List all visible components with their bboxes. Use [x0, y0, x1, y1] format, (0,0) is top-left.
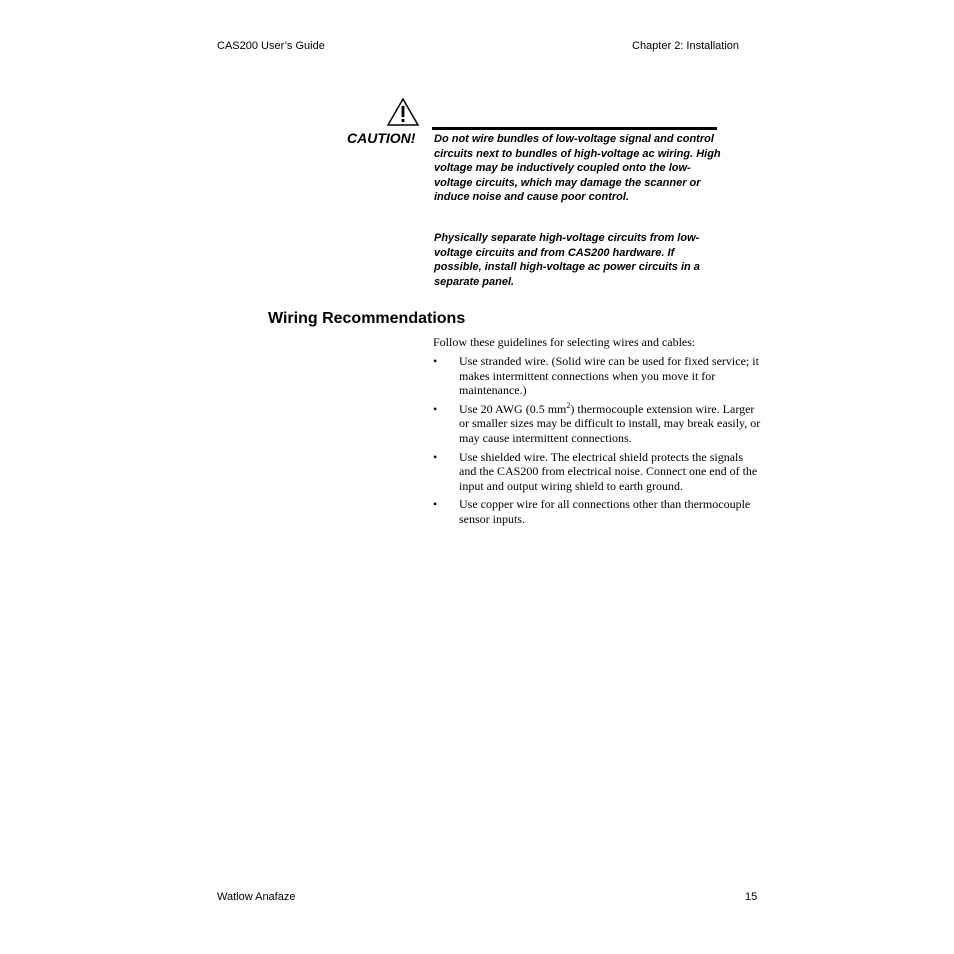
caution-paragraph-2: Physically separate high-voltage circuits from low-voltage circuits and from CAS200 hardware. If possible, install high-voltage ac power circuits in a separate panel.: [434, 232, 700, 288]
list-item-text: Use shielded wire. The electrical shield protects the signals and the CAS200 from electrical noise. Connect one end of the input and output wiring shield to earth ground.: [459, 449, 758, 493]
superscript: 2: [566, 400, 571, 410]
running-header-chapter: Chapter 2: Installation: [632, 40, 740, 52]
caution-rule: [432, 127, 717, 130]
list-item: [433, 402, 763, 446]
list-item-text: Use stranded wire. (Solid wire can be used for fixed service; it makes intermittent connections when you move it for maintenance.): [459, 354, 759, 398]
caution-label: CAUTION!: [347, 130, 416, 146]
list-item-text-post: ) thermocouple extension wire. Larger or smaller sizes may be difficult to install, may break easily, or may cause intermittent connections.: [459, 401, 761, 445]
bullet-marker: •: [433, 497, 438, 512]
list-item: [433, 497, 763, 526]
bullet-marker: •: [433, 401, 438, 416]
bullet-marker: •: [433, 354, 438, 368]
bullet-marker: •: [433, 449, 438, 464]
list-item: [433, 450, 763, 494]
caution-paragraph-1: Do not wire bundles of low-voltage signal and control circuits next to bundles of high-voltage ac wiring. High voltage may be inductively coupled onto the low-voltage circuits, which may damage the scanner or induce noise and cause poor control.: [434, 133, 721, 203]
list-item: [433, 354, 763, 398]
list-item-text: Use copper wire for all connections other than thermocouple sensor inputs.: [459, 497, 751, 526]
running-header-title: CAS200 User’s Guide: [217, 40, 325, 52]
section-intro: Follow these guidelines for selecting wires and cables:: [433, 335, 696, 349]
warning-triangle-icon: [386, 97, 420, 127]
section-title: Wiring Recommendations: [268, 310, 466, 327]
guideline-list: [433, 354, 763, 531]
page-number: 15: [745, 891, 758, 903]
list-item-text-pre: Use 20 AWG (0.5 mm: [459, 401, 567, 416]
footer-company: Watlow Anafaze: [217, 891, 296, 903]
